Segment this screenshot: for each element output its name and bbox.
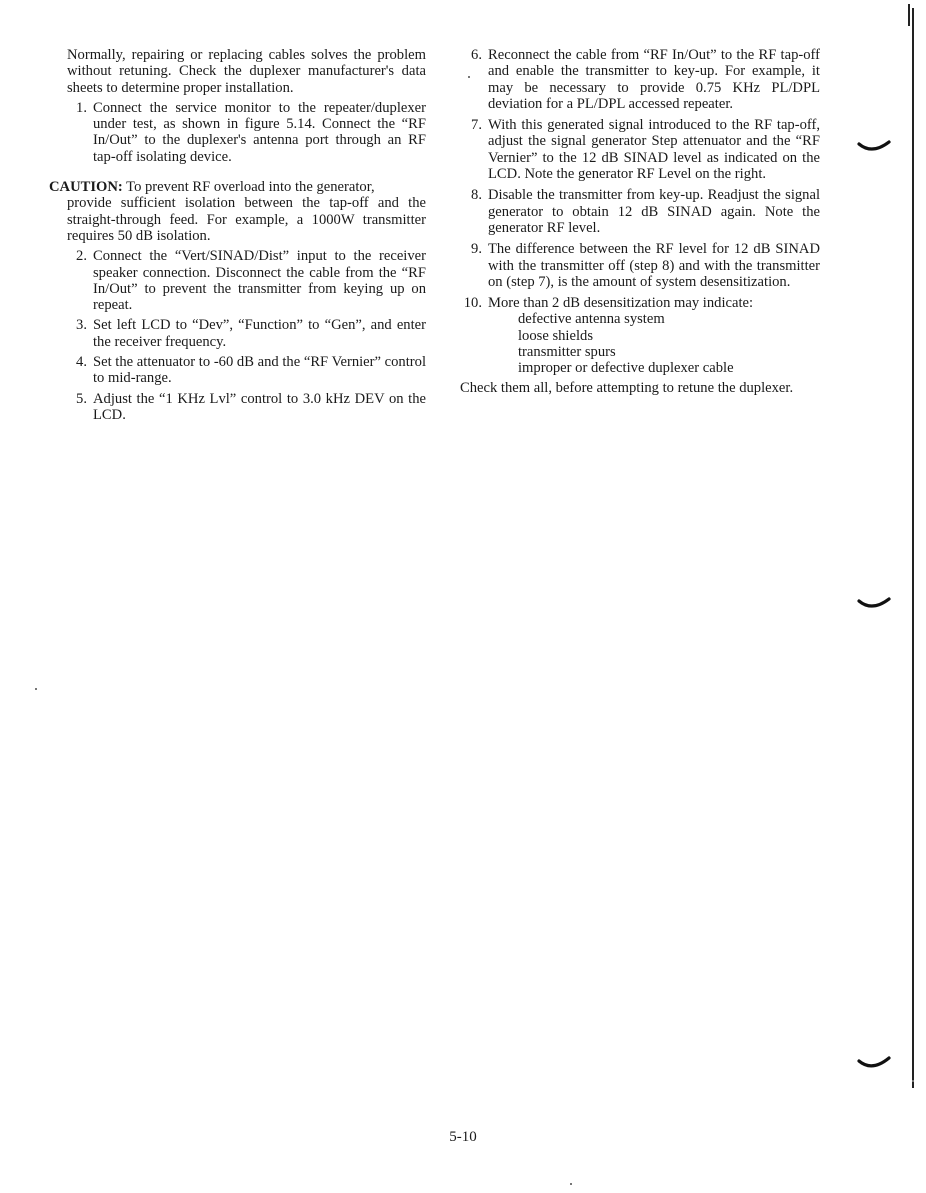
step-7 [461,117,820,182]
step-number: 4. [76,354,87,371]
step-number: 5. [76,390,87,407]
step-number: 8. [471,187,482,204]
step-3 [49,317,426,350]
step-text: Connect the service monitor to the repeater/duplexer under test, as shown in figure 5.14. Connect the “RF In/Out” to the duplexer's antenna port through an RF tap-off isolating device. [93,99,426,165]
punch-hole-arc-icon [858,138,892,158]
caution-block [49,179,426,195]
step-text: Reconnect the cable from “RF In/Out” to the RF tap-off and enable the transmitter to key-up. For example, it may be necessary to provide 0.75 KHz PL/DPL deviation for a PL/DPL accessed repeater. [488,47,820,112]
indication-item: loose shields [518,327,593,344]
step-text: The difference between the RF level for 12 dB SINAD with the transmitter off (step 8) and with the transmitter on (step 7), is the amount of system desensitization. [488,241,820,290]
step-2 [49,248,426,313]
step-number: 6. [471,47,482,63]
punch-hole-arc-icon [858,596,892,616]
caution-label: CAUTION: [49,179,123,196]
scan-speck [35,688,37,690]
caution-first-line: To prevent RF overload into the generator, [126,179,375,196]
step-text: Set the attenuator to -60 dB and the “RF Vernier” control to mid-range. [93,354,426,387]
step-1 [49,100,426,165]
indication-item: defective antenna system [518,311,665,328]
step-text: Disable the transmitter from key-up. Readjust the signal generator to obtain 12 dB SINAD again. Note the generator RF level. [488,187,820,236]
closing-sentence: Check them all, before attempting to retune the duplexer. [460,379,794,396]
step-5 [49,391,426,424]
step-text: Connect the “Vert/SINAD/Dist” input to the receiver speaker connection. Disconnect the cable from the “RF In/Out” to prevent the transmitter from keying up on repeat. [93,248,426,314]
step-8 [461,187,820,236]
indication-list [518,311,820,376]
indication-item: transmitter spurs [518,344,616,361]
step-text: More than 2 dB desensitization may indicate: [488,295,754,312]
step-number: 9. [471,241,482,258]
step-6 [461,47,820,112]
step-10 [461,295,820,311]
page-number: 5-10 [449,1129,477,1145]
step-text: Set left LCD to “Dev”, “Function” to “Gen”, and enter the receiver frequency. [93,317,426,350]
indication-item: improper or defective duplexer cable [518,360,734,377]
step-number: 1. [76,99,87,116]
scan-speck [570,1183,572,1185]
intro-paragraph: Normally, repairing or replacing cables solves the problem without retuning. Check the duplexer manufacturer's data sheets to determine proper installation. [67,47,426,96]
right-column [461,47,820,396]
scan-speck [912,1080,914,1082]
punch-hole-arc-icon [858,1055,892,1075]
step-number: 10. [463,295,482,312]
binding-edge-line [912,8,914,1088]
scan-speck [468,76,470,78]
step-number: 2. [76,248,87,265]
step-text: Adjust the “1 KHz Lvl” control to 3.0 kHz DEV on the LCD. [93,390,426,423]
step-4 [49,354,426,387]
left-column [49,47,426,423]
step-number: 3. [76,317,87,334]
binding-edge-tick [908,4,910,26]
step-9 [461,241,820,290]
step-number: 7. [471,117,482,134]
caution-text: provide sufficient isolation between the tap-off and the straight-through feed. For example, a 1000W transmitter requires 50 dB isolation. [67,195,426,244]
step-text: With this generated signal introduced to the RF tap-off, adjust the signal generator Step attenuator and the “RF Vernier” to the 12 dB SINAD level as indicated on the LCD. Note the generator RF Level on the right. [488,117,820,183]
